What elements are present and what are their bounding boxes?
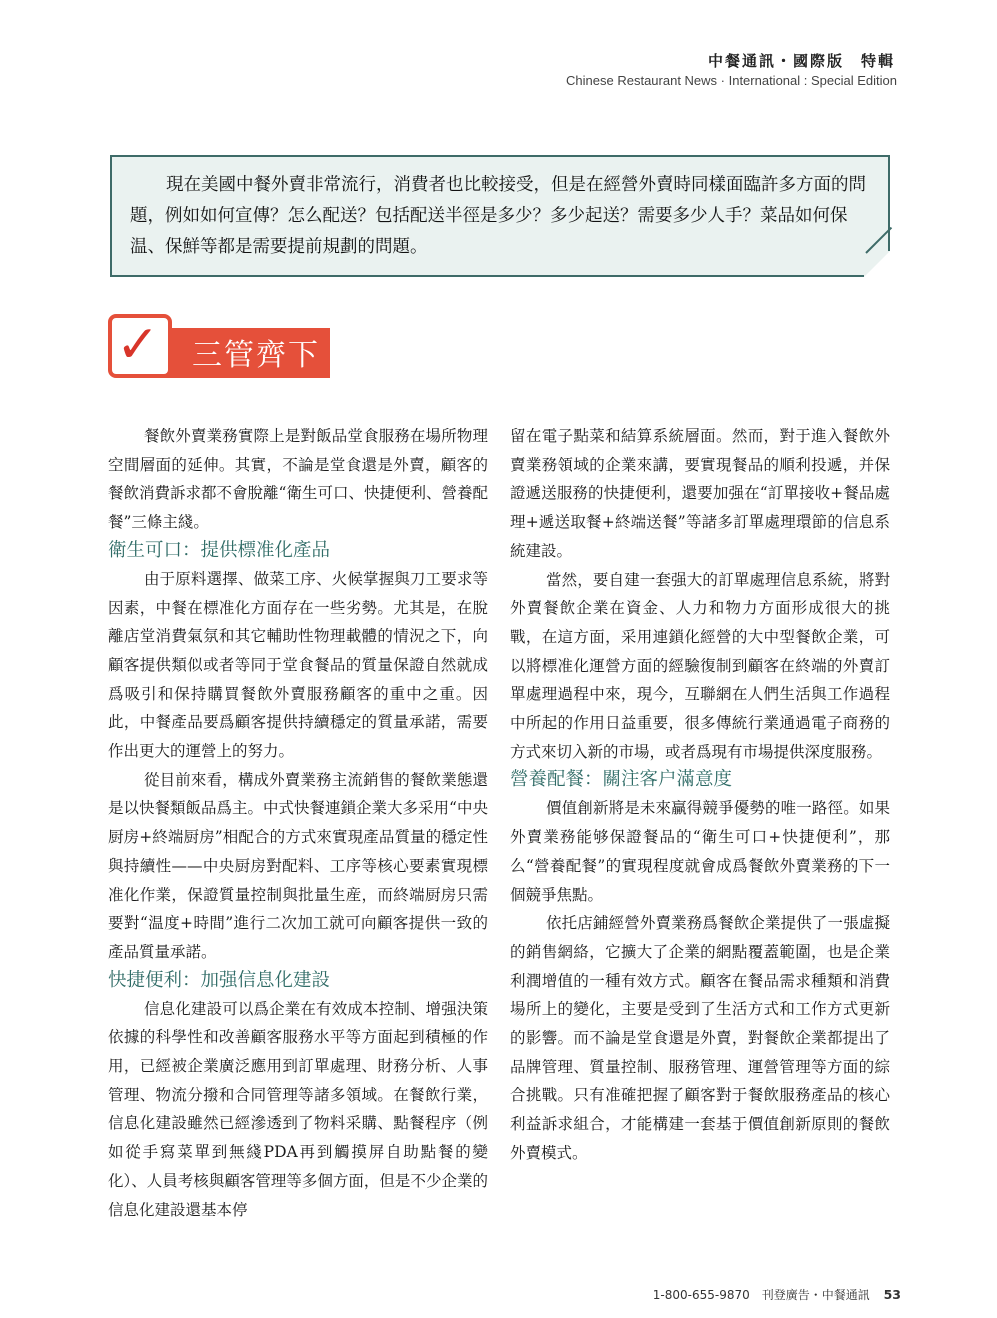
paragraph: 留在電子點菜和結算系統層面。然而，對于進入餐飲外賣業務領域的企業來講，要實現餐品的順利投遞，并保證遞送服務的快捷便利，還要加强在“訂單接收+餐品處理+遞送取餐+終端送餐”等諸多訂單處理環節的信息系統建設。: [510, 427, 890, 560]
paragraph: 由于原料選擇、做菜工序、火候掌握與刀工要求等因素，中餐在標准化方面存在一些劣勢。尤其是，在脫離店堂消費氣氛和其它輔助性物理載體的情況之下，向顧客提供類似或者等同于堂食餐品的質量保證自然就成爲吸引和保持購買餐飲外賣服務顧客的重中之重。因此，中餐產品要爲顧客提供持續穩定的質量承諾，需要作出更大的運營上的努力。: [108, 569, 488, 761]
section-title: 三管齊下: [192, 338, 320, 373]
paragraph: 餐飲外賣業務實際上是對飯品堂食服務在場所物理空間層面的延伸。其實，不論是堂食還是外賣，顧客的餐飲消費訴求都不會脫離“衛生可口、快捷便利、營養配餐”三條主綫。: [108, 427, 488, 532]
check-icon: ✓: [116, 315, 160, 375]
left-column: [108, 422, 488, 1224]
publication-title: 中餐通訊・國際版 特輯: [707, 52, 895, 70]
section-heading: [108, 314, 330, 380]
right-column: [510, 422, 890, 1168]
subheading-nutrition: 營養配餐：關注客户滿意度: [510, 769, 733, 791]
paragraph: 依托店鋪經營外賣業務爲餐飲企業提供了一張虛擬的銷售網絡，它擴大了企業的網點覆蓋範圍，也是企業利潤增值的一種有效方式。顧客在餐品需求種類和消費場所上的變化，主要是受到了生活方式和工作方式更新的影響。而不論是堂食還是外賣，對餐飲企業都提出了品牌管理、質量控制、服務管理、運營管理等方面的綜合挑戰。只有准確把握了顧客對于餐飲服務產品的核心利益訴求組合，才能構建一套基于價值創新原則的餐飲外賣模式。: [510, 914, 890, 1162]
intro-text: 現在美國中餐外賣非常流行，消費者也比較接受，但是在經營外賣時同樣面臨許多方面的問題，例如如何宣傳？怎么配送？包括配送半徑是多少？多少起送？需要多少人手？菜品如何保温、保鮮等都是需要提前規劃的問題。: [130, 175, 866, 257]
paragraph: 信息化建設可以爲企業在有效成本控制、增强決策依據的科學性和改善顧客服務水平等方面起到積極的作用，已經被企業廣泛應用到訂單處理、財務分析、人事管理、物流分撥和合同管理等諸多領域。在餐飲行業，信息化建設雖然已經滲透到了物料采購、點餐程序（例如從手寫菜單到無綫PDA再到觸摸屏自助點餐的變化）、人員考核與顧客管理等多個方面，但是不少企業的信息化建設還基本停: [108, 999, 488, 1219]
subheading-hygiene: 衛生可口：提供標准化產品: [108, 539, 331, 561]
subheading-convenience: 快捷便利：加强信息化建設: [108, 969, 331, 991]
paragraph: 當然，要自建一套强大的訂單處理信息系統，將對外賣餐飲企業在資金、人力和物力方面形成很大的挑戰，在這方面，采用連鎖化經營的大中型餐飲企業，可以將標准化運營方面的經驗復制到顧客在終端的外賣訂單處理過程中來，現今，互聯網在人們生活與工作過程中所起的作用日益重要，很多傳統行業通過電子商務的方式來切入新的市場，或者爲現有市場提供深度服務。: [510, 570, 890, 761]
publication-subtitle: Chinese Restaurant News · International : Special Edition: [566, 73, 897, 88]
paragraph: 價值創新將是未來贏得競爭優勢的唯一路徑。如果外賣業務能够保證餐品的“衛生可口+快捷便利”，那么“營養配餐”的實現程度就會成爲餐飲外賣業務的下一個競爭焦點。: [510, 799, 890, 904]
page-footer: [653, 1286, 901, 1303]
paragraph: 從目前來看，構成外賣業務主流銷售的餐飲業態還是以快餐類飯品爲主。中式快餐連鎖企業大多采用“中央厨房+終端厨房”相配合的方式來實現產品質量的穩定性與持續性——中央厨房對配料、工序等核心要素實現標准化作業，保證質量控制與批量生産，而終端厨房只需要對“温度+時間”進行二次加工就可向顧客提供一致的產品質量承諾。: [108, 770, 488, 961]
footer-contact: 1-800-655-9870 刊登廣告・中餐通訊: [652, 1288, 870, 1302]
page-number: 53: [883, 1287, 901, 1302]
